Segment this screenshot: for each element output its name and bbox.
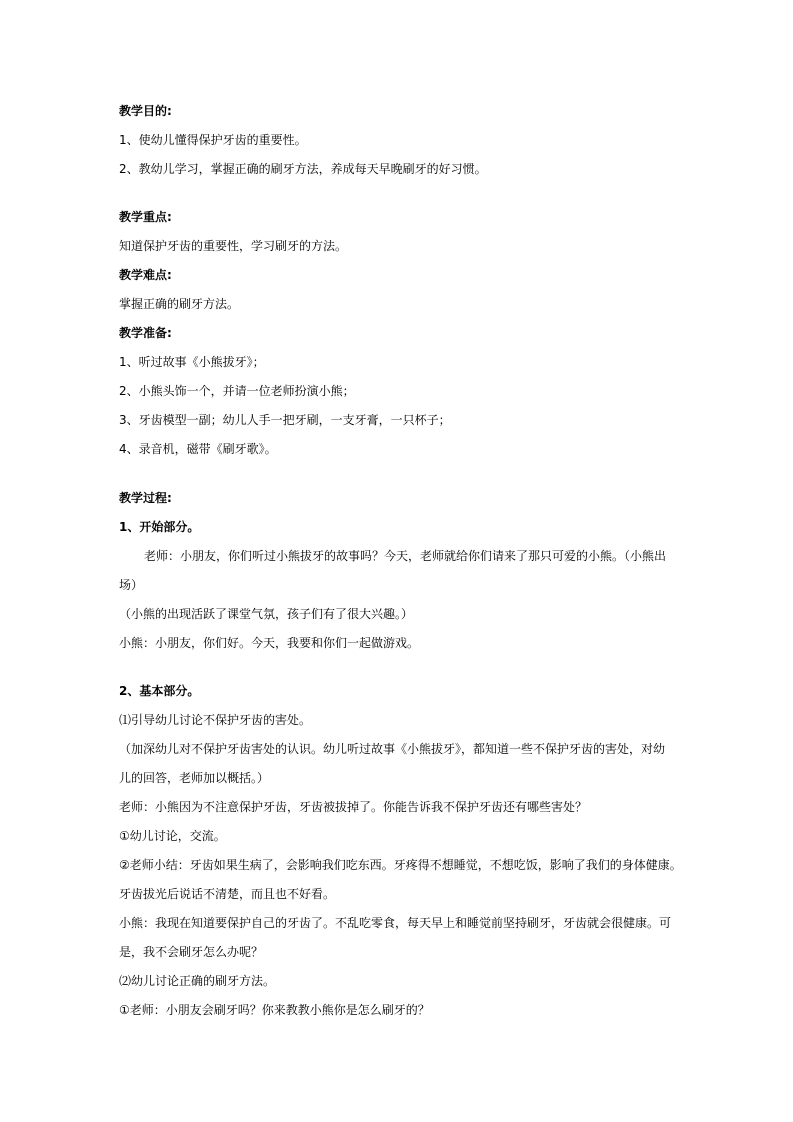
goal-item-1: 1、使幼儿懂得保护牙齿的重要性。	[119, 133, 307, 147]
part1-line-3: （小熊的出现活跃了课堂气氛，孩子们有了很大兴趣。）	[119, 607, 414, 621]
part1-line-4: 小熊：小朋友，你们好。今天，我要和你们一起做游戏。	[119, 636, 420, 650]
prep-item-4: 4、录音机，磁带《刷牙歌》。	[119, 442, 277, 456]
goal-item-2: 2、教幼儿学习，掌握正确的刷牙方法，养成每天早晚刷牙的好习惯。	[119, 162, 487, 176]
part2-line-10: ⑵幼儿讨论正确的刷牙方法。	[119, 974, 276, 988]
part2-line-9: 是，我不会刷牙怎么办呢？	[119, 945, 264, 959]
prep-heading: 教学准备:	[119, 326, 172, 340]
part2-line-5: ①幼儿讨论，交流。	[119, 829, 226, 843]
prep-item-1: 1、听过故事《小熊拔牙》；	[119, 355, 265, 369]
focus-text: 知道保护牙齿的重要性，学习刷牙的方法。	[119, 239, 348, 253]
prep-item-3: 3、牙齿模型一副；幼儿人手一把牙刷，一支牙膏，一只杯子；	[119, 413, 451, 427]
part1-line-1: 老师：小朋友，你们听过小熊拔牙的故事吗？今天，老师就给你们请来了那只可爱的小熊。（小熊出	[144, 549, 667, 563]
part2-line-1: ⑴引导幼儿讨论不保护牙齿的害处。	[119, 713, 312, 727]
part2-line-3: 儿的回答，老师加以概括。）	[119, 771, 270, 785]
focus-heading: 教学重点:	[119, 210, 172, 224]
part1-line-2: 场）	[119, 578, 144, 592]
difficulty-text: 掌握正确的刷牙方法。	[119, 297, 240, 311]
difficulty-heading: 教学难点:	[119, 268, 172, 282]
prep-item-2: 2、小熊头饰一个，并请一位老师扮演小熊；	[119, 384, 355, 398]
part1-heading: 1、开始部分。	[119, 520, 200, 534]
part2-heading: 2、基本部分。	[119, 684, 200, 698]
part2-line-6: ②老师小结：牙齿如果生病了，会影响我们吃东西。牙疼得不想睡觉，不想吃饭，影响了我们的身体健康。	[119, 858, 682, 872]
part2-line-2: （加深幼儿对不保护牙齿害处的认识。幼儿听过故事《小熊拔牙》，都知道一些不保护牙齿的害处，对幼	[119, 742, 666, 756]
part2-line-7: 牙齿拔光后说话不清楚，而且也不好看。	[119, 887, 336, 901]
part2-line-8: 小熊：我现在知道要保护自己的牙齿了。不乱吃零食，每天早上和睡觉前坚持刷牙，牙齿就会很健康。可	[119, 916, 672, 930]
goals-heading: 教学目的:	[119, 104, 172, 118]
part2-line-4: 老师：小熊因为不注意保护牙齿，牙齿被拔掉了。你能告诉我不保护牙齿还有哪些害处？	[119, 800, 588, 814]
process-heading: 教学过程:	[119, 491, 172, 505]
part2-line-11: ①老师：小朋友会刷牙吗？你来教教小熊你是怎么刷牙的？	[119, 1003, 430, 1017]
